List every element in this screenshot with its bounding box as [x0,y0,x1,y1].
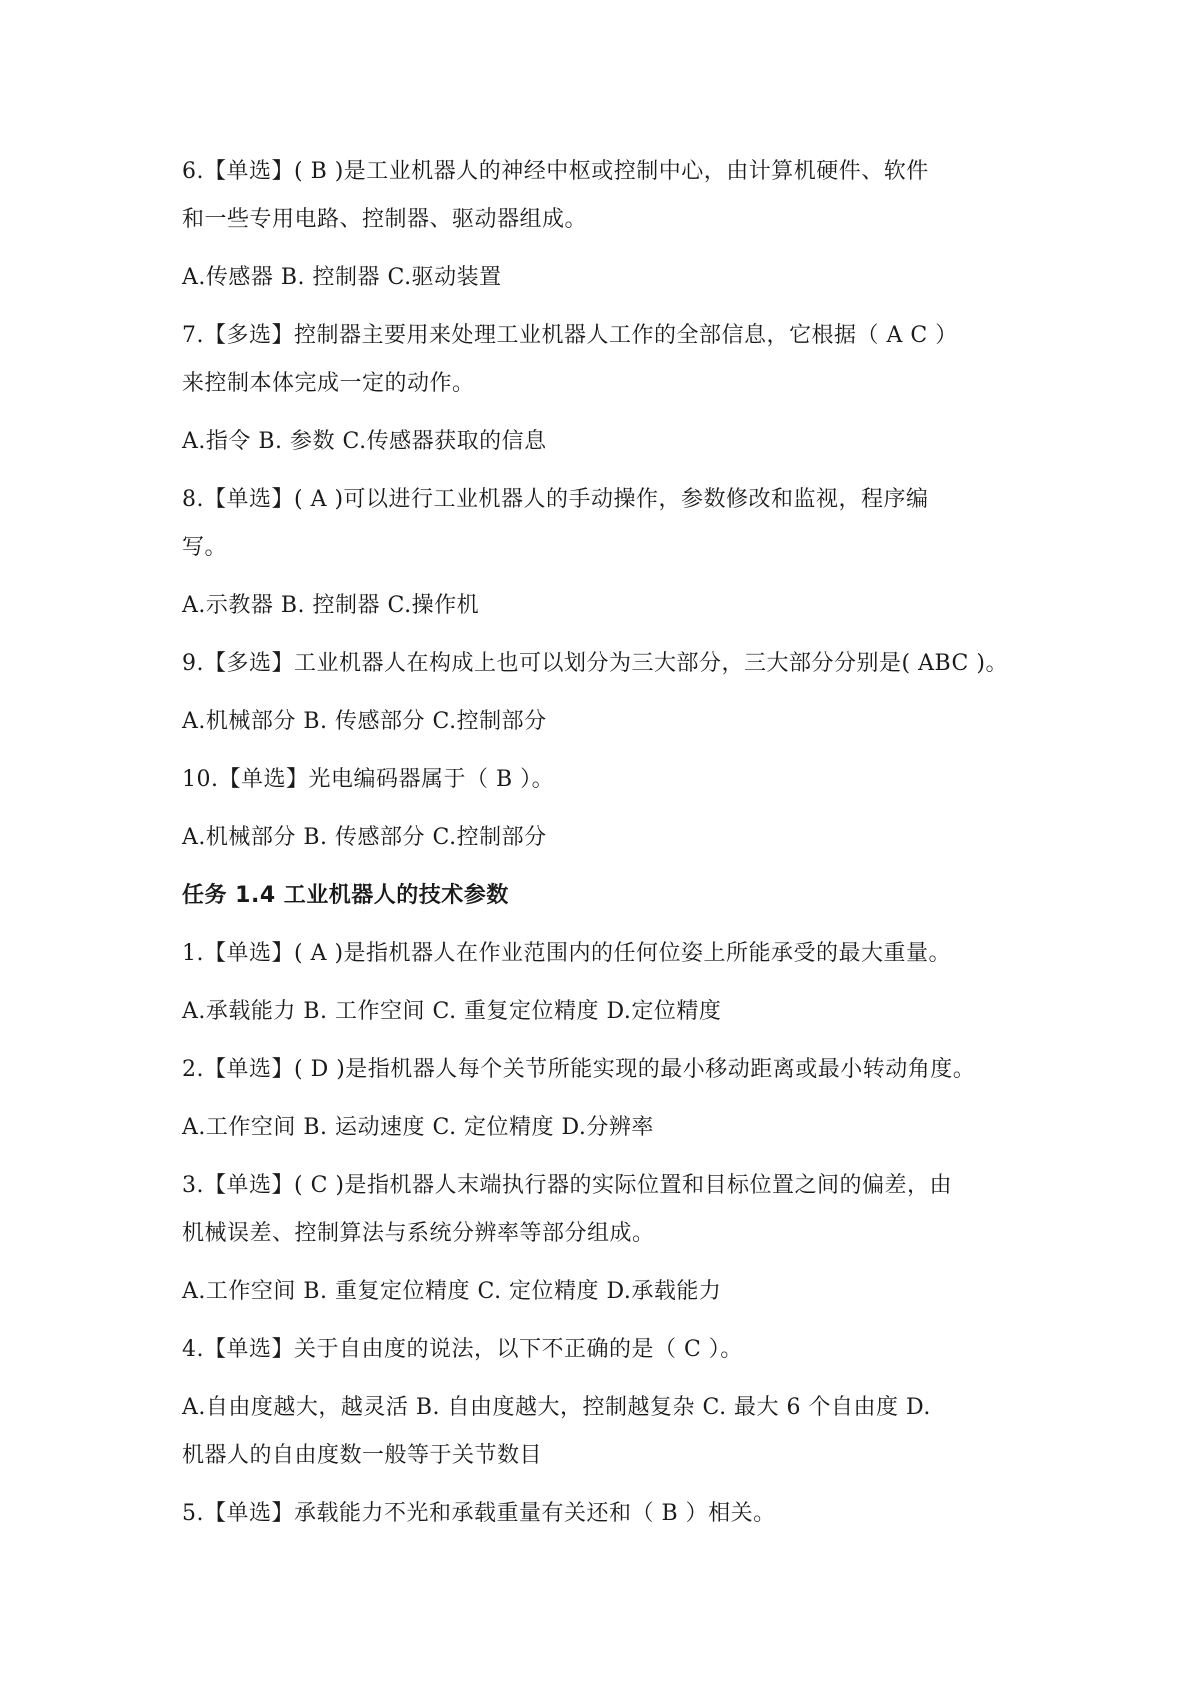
q10-options: A.机械部分 B. 传感部分 C.控制部分 [182,825,547,850]
q6-stem-line1: 6.【单选】( B )是工业机器人的神经中枢或控制中心，由计算机硬件、软件 [182,159,929,184]
q8-stem-line1: 8.【单选】( A )可以进行工业机器人的手动操作，参数修改和监视，程序编 [182,487,929,512]
q7-options: A.指令 B. 参数 C.传感器获取的信息 [182,429,547,454]
t14-q4-options-line1: A.自由度越大，越灵活 B. 自由度越大，控制越复杂 C. 最大 6 个自由度 D. [182,1395,931,1420]
t14-q1-stem: 1.【单选】( A )是指机器人在作业范围内的任何位姿上所能承受的最大重量。 [182,941,952,966]
q6-stem-line2: 和一些专用电路、控制器、驱动器组成。 [182,207,588,232]
t14-q4-stem: 4.【单选】关于自由度的说法，以下不正确的是（ C ）。 [182,1337,743,1362]
q7-stem-line1: 7.【多选】控制器主要用来处理工业机器人工作的全部信息，它根据（ A C ） [182,323,958,348]
t14-q3-stem-line1: 3.【单选】( C )是指机器人末端执行器的实际位置和目标位置之间的偏差，由 [182,1173,952,1198]
t14-q4-options-line2: 机器人的自由度数一般等于关节数目 [182,1443,543,1468]
q7-stem-line2: 来控制本体完成一定的动作。 [182,371,475,396]
t14-q3-options: A.工作空间 B. 重复定位精度 C. 定位精度 D.承载能力 [182,1279,722,1304]
t14-q1-options: A.承载能力 B. 工作空间 C. 重复定位精度 D.定位精度 [182,999,722,1024]
q8-stem-line2: 写。 [182,535,228,560]
q9-stem: 9.【多选】工业机器人在构成上也可以划分为三大部分，三大部分分别是( ABC )。 [182,651,1008,676]
q8-options: A.示教器 B. 控制器 C.操作机 [182,593,480,618]
q9-options: A.机械部分 B. 传感部分 C.控制部分 [182,709,547,734]
t14-q3-stem-line2: 机械误差、控制算法与系统分辨率等部分组成。 [182,1221,655,1246]
q10-stem: 10.【单选】光电编码器属于（ B ）。 [182,767,555,792]
t14-q2-stem: 2.【单选】( D )是指机器人每个关节所能实现的最小移动距离或最小转动角度。 [182,1057,976,1082]
document-page [182,148,1032,1538]
t14-q2-options: A.工作空间 B. 运动速度 C. 定位精度 D.分辨率 [182,1115,654,1140]
q6-options: A.传感器 B. 控制器 C.驱动装置 [182,265,502,290]
t14-q5-stem: 5.【单选】承载能力不光和承载重量有关还和（ B ）相关。 [182,1501,776,1526]
section-heading: 任务 1.4 工业机器人的技术参数 [182,883,509,908]
